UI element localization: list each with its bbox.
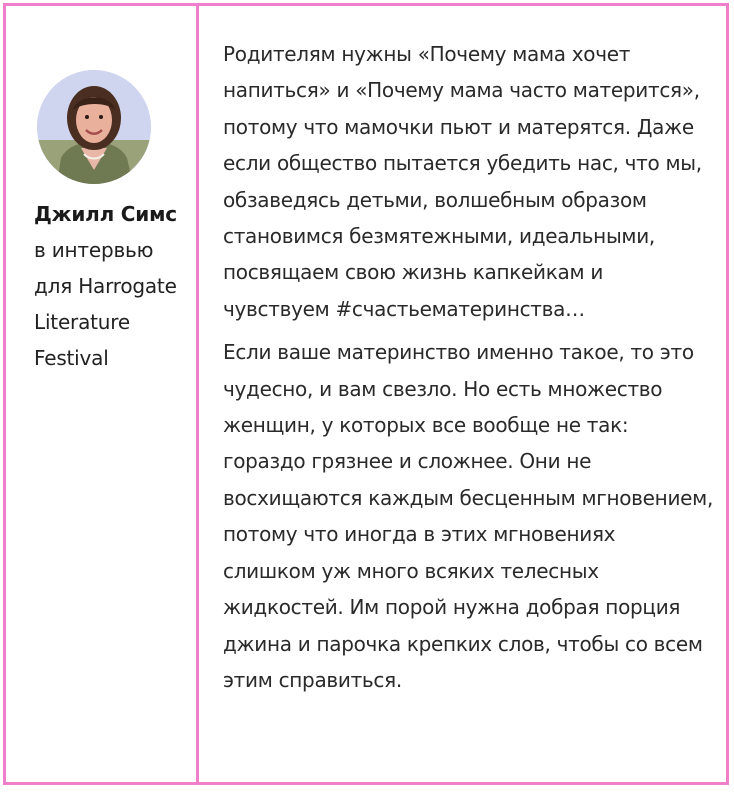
author-caption-text: в интервью для Harrogate Literature Festival [34,238,177,370]
author-caption [34,196,179,376]
column-divider [196,6,199,782]
author-panel [6,6,196,782]
quote-paragraph: Родителям нужны «Почему мама хочет напиться» и «Почему мама часто матерится», потому что мамочки пьют и матерятся. Даже если общество пытается убедить нас, что мы, обзаведясь детьми, волшебным образом становимся безмятежными, идеальными, посвящаем свою жизнь капкейкам и чувствуем #счастьематеринства… [223,42,702,321]
quote-paragraph: Если ваше материнство именно такое, то это чудесно, и вам свезло. Но есть множество женщин, у которых все вообще не так: гораздо грязнее и сложнее. Они не восхищаются каждым бесценным мгновением, потому что иногда в этих мгновениях слишком уж много всяких телесных жидкостей. Им порой нужна добрая порция джина и парочка крепких слов, чтобы со всем этим справиться. [223,340,714,692]
author-name: Джилл Симс [34,202,177,226]
author-avatar [37,70,151,184]
quote-card [3,3,729,785]
quote-text [223,36,713,705]
person-photo-icon [37,70,151,184]
